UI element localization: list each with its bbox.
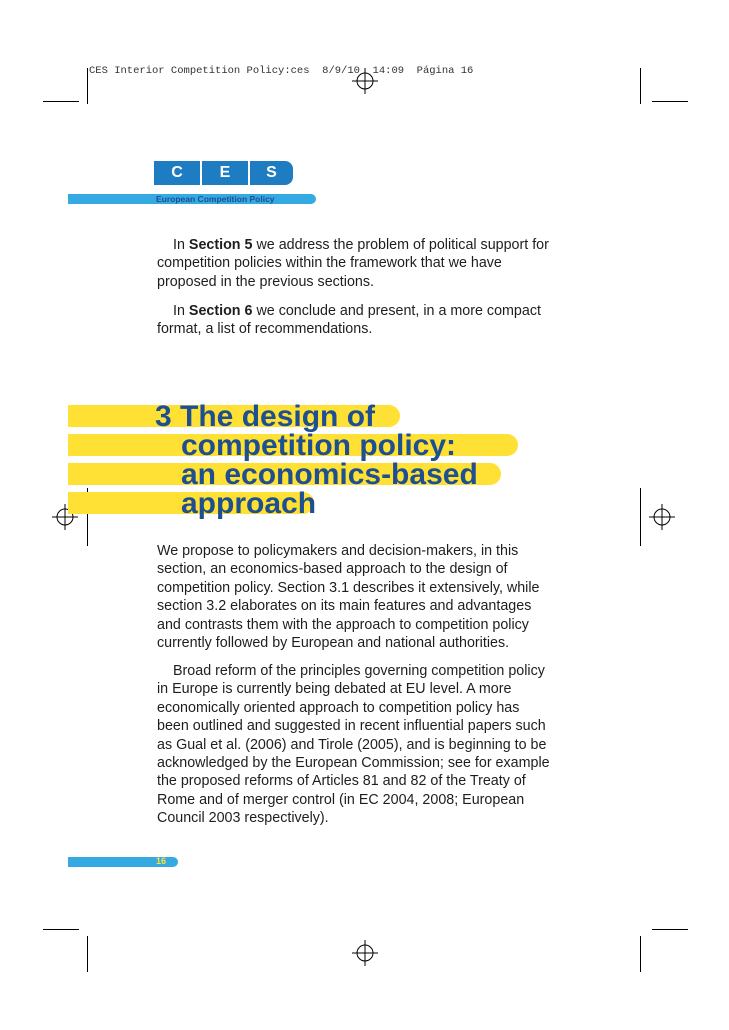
crop-mark [43,929,79,930]
logo-letter: C [154,161,200,185]
crop-mark [640,936,641,972]
logo-letter: S [250,161,293,185]
crop-mark [640,68,641,104]
crop-mark [87,68,88,104]
intro-text: we address the problem of political support for competition policies within the framework that we have proposed in the previous sections. [157,237,549,290]
body-paragraph: Broad reform of the principles governing competition policy in Europe is currently being debated at EU level. A more economically oriented approach to competition policy has been outlined and suggested in recent influential papers such as Gual et al. (2006) and Tirole (2005), and is beginning to be acknowledged by the European Commission; see for example the proposed reforms of Articles 81 and 82 of the Treaty of Rome and of merger control (in EC 2004, 2008; European Council 2003 respectively). [157,663,550,827]
print-slug: CES Interior Competition Policy:ces 8/9/10 14:09 Página 16 [89,65,474,77]
crop-mark [652,101,688,102]
section-number: 3 [155,400,172,433]
crop-mark [640,488,641,546]
intro-paragraph-section5 [157,236,552,291]
registration-mark-icon [649,504,675,530]
intro-paragraph-section6 [157,302,552,339]
logo-subtitle: European Competition Policy [156,194,275,204]
body-paragraph: We propose to policymakers and decision-makers, in this section, an economics-based approach to the design of competition policy. Section 3.1 describes it extensively, while section 3.2 elaborates on its main features and advantages and contrasts them with the approach to competition policy currently followed by European and national authorities. [157,543,540,652]
registration-mark-icon [352,940,378,966]
heading-line: The design of [180,400,376,433]
heading-line: approach [181,487,317,520]
page-number: 16 [156,856,167,866]
intro-text: we conclude and present, in a more compact format, a list of recommendations. [157,303,541,338]
heading-line: competition policy: [181,429,457,462]
registration-mark-icon [352,68,378,94]
section-label: Section 5 [188,237,253,253]
section-heading [155,402,375,431]
heading-line: an economics-based [181,458,478,491]
crop-mark [87,936,88,972]
logo-letter: E [202,161,248,185]
crop-mark [652,929,688,930]
section-label: Section 6 [188,303,253,319]
crop-mark [43,101,79,102]
intro-lead: In [173,237,189,253]
intro-lead: In [173,303,189,319]
